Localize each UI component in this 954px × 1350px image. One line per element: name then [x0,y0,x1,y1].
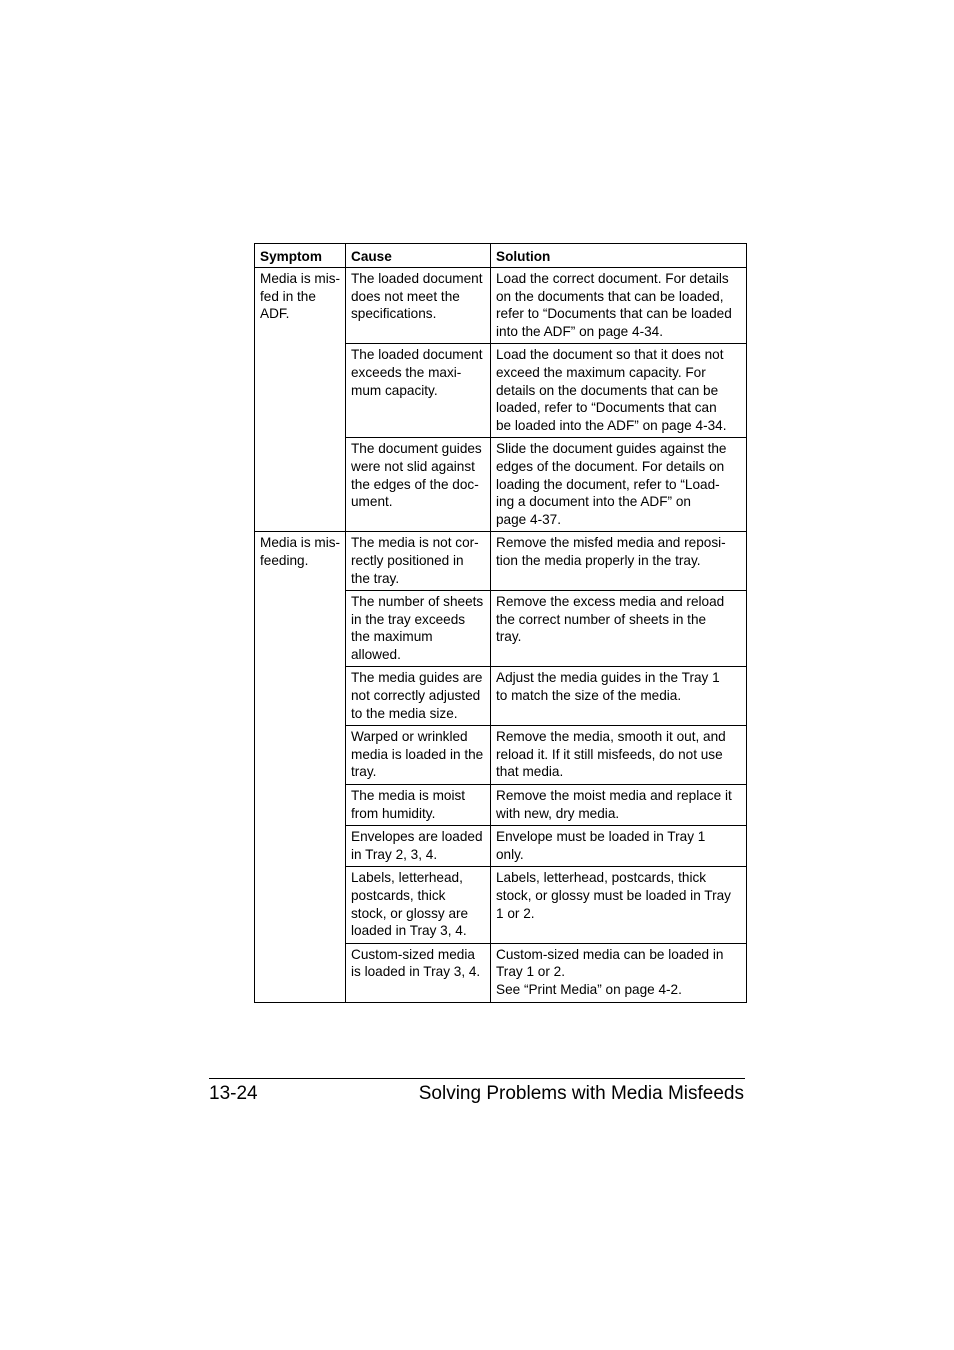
solution-cell: Remove the misfed media and reposi- tion the media properly in the tray. [491,532,747,591]
footer-section-title: Solving Problems with Media Misfeeds [418,1083,744,1104]
header-solution: Solution [491,244,747,268]
table-row [255,532,747,591]
solution-cell: Custom-sized media can be loaded in Tray 1 or 2. See “Print Media” on page 4-2. [491,943,747,1002]
cause-cell: The media guides are not correctly adjusted to the media size. [346,667,491,726]
solution-cell: Remove the moist media and replace it with new, dry media. [491,785,747,826]
header-symptom: Symptom [255,244,346,268]
cause-cell: The loaded document does not meet the specifications. [346,268,491,344]
page-number: 13-24 [209,1083,258,1104]
solution-cell: Load the document so that it does not exceed the maximum capacity. For details on the documents that can be loaded, refer to “Documents that can be loaded into the ADF” on page 4-34. [491,344,747,438]
solution-cell: Adjust the media guides in the Tray 1 to match the size of the media. [491,667,747,726]
cause-cell: Custom-sized media is loaded in Tray 3, 4. [346,943,491,1002]
symptom-cell: Media is mis- fed in the ADF. [255,268,346,532]
troubleshooting-table [254,243,747,1003]
solution-cell: Load the correct document. For details on the documents that can be loaded, refer to “Documents that can be loaded into the ADF” on page 4-34. [491,268,747,344]
header-cause: Cause [346,244,491,268]
cause-cell: The media is moist from humidity. [346,785,491,826]
symptom-cell: Media is mis- feeding. [255,532,346,1002]
cause-cell: Warped or wrinkled media is loaded in the tray. [346,726,491,785]
cause-cell: Envelopes are loaded in Tray 2, 3, 4. [346,826,491,867]
solution-cell: Envelope must be loaded in Tray 1 only. [491,826,747,867]
cause-cell: The media is not cor- rectly positioned in the tray. [346,532,491,591]
solution-cell: Remove the excess media and reload the correct number of sheets in the tray. [491,591,747,667]
cause-cell: The document guides were not slid against the edges of the doc- ument. [346,438,491,532]
table-header [255,244,747,268]
solution-cell: Remove the media, smooth it out, and reload it. If it still misfeeds, do not use that media. [491,726,747,785]
solution-cell: Slide the document guides against the edges of the document. For details on loading the document, refer to “Load- ing a document into the ADF” on page 4-37. [491,438,747,532]
cause-cell: Labels, letterhead, postcards, thick stock, or glossy are loaded in Tray 3, 4. [346,867,491,943]
table-body [255,268,747,1003]
table-row [255,268,747,344]
cause-cell: The number of sheets in the tray exceeds the maximum allowed. [346,591,491,667]
footer-divider [209,1078,745,1079]
header-row [255,244,747,268]
solution-cell: Labels, letterhead, postcards, thick stock, or glossy must be loaded in Tray 1 or 2. [491,867,747,943]
cause-cell: The loaded document exceeds the maxi- mum capacity. [346,344,491,438]
